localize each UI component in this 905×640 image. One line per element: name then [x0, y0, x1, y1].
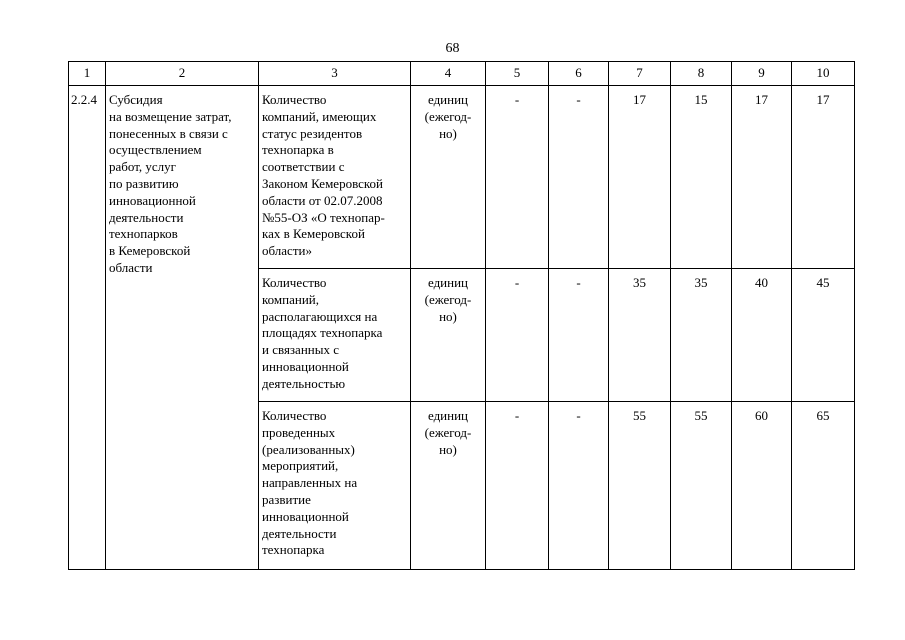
- text-line: технопарков: [109, 226, 178, 242]
- indicators-table: [68, 61, 855, 570]
- value-cell: 17: [792, 86, 855, 269]
- text-line: области: [109, 259, 153, 275]
- text-line: единиц: [427, 92, 469, 107]
- header-cell: 9: [732, 62, 792, 86]
- text-line: (ежегод-: [424, 108, 472, 124]
- text-line: по развитию: [109, 175, 179, 191]
- value-cell: 17: [732, 86, 792, 269]
- text-line: осуществлением: [109, 142, 202, 158]
- text-line: и связанных с: [262, 342, 339, 358]
- header-cell: 7: [609, 62, 671, 86]
- text-line: развитие: [262, 491, 311, 507]
- page-number: 68: [445, 41, 460, 56]
- text-line: Субсидия: [109, 92, 163, 107]
- text-line: инновационной: [109, 192, 196, 208]
- text-line: но): [439, 441, 457, 457]
- value-cell: 35: [671, 269, 732, 402]
- value-cell: 40: [732, 269, 792, 402]
- text-line: площадях технопарка: [262, 325, 383, 341]
- header-cell: 5: [486, 62, 549, 86]
- text-line: (ежегод-: [424, 291, 472, 307]
- text-line: ках в Кемеровской: [262, 226, 365, 242]
- text-line: инновационной: [262, 508, 349, 524]
- value-cell: -: [549, 86, 609, 269]
- text-line: деятельности: [262, 525, 337, 541]
- text-line: мероприятий,: [262, 458, 339, 474]
- value-cell: 17: [609, 86, 671, 269]
- text-line: Количество: [262, 92, 327, 107]
- value-cell: 55: [609, 402, 671, 570]
- text-line: деятельности: [109, 209, 184, 225]
- text-line: №55-ОЗ «О технопар-: [262, 209, 385, 225]
- text-line: в Кемеровской: [109, 243, 191, 259]
- item-code: 2.2.4: [69, 86, 106, 570]
- text-line: соответствии с: [262, 159, 345, 175]
- text-line: компаний,: [262, 291, 319, 307]
- text-line: деятельностью: [262, 375, 346, 391]
- value-cell: 60: [732, 402, 792, 570]
- value-cell: 55: [671, 402, 732, 570]
- measure-name: [106, 86, 259, 570]
- value-cell: -: [486, 402, 549, 570]
- value-cell: -: [549, 402, 609, 570]
- text-line: области»: [262, 243, 312, 259]
- text-line: инновационной: [262, 358, 349, 374]
- text-line: Законом Кемеровской: [262, 175, 384, 191]
- header-cell: 10: [792, 62, 855, 86]
- header-cell: 2: [106, 62, 259, 86]
- value-cell: 45: [792, 269, 855, 402]
- unit-cell: [411, 86, 486, 269]
- text-line: (реализованных): [262, 441, 355, 457]
- text-line: работ, услуг: [109, 159, 177, 175]
- text-line: но): [439, 125, 457, 141]
- text-line: понесенных в связи с: [109, 125, 228, 141]
- value-cell: -: [486, 269, 549, 402]
- value-cell: -: [549, 269, 609, 402]
- text-line: технопарка: [262, 542, 325, 558]
- header-cell: 8: [671, 62, 732, 86]
- indicator-cell: [259, 86, 411, 269]
- text-line: компаний, имеющих: [262, 108, 377, 124]
- text-line: проведенных: [262, 424, 336, 440]
- header-cell: 6: [549, 62, 609, 86]
- indicator-cell: [259, 269, 411, 402]
- value-cell: -: [486, 86, 549, 269]
- text-line: (ежегод-: [424, 424, 472, 440]
- text-line: Количество: [262, 275, 327, 290]
- value-cell: 15: [671, 86, 732, 269]
- text-line: области от 02.07.2008: [262, 192, 383, 208]
- text-line: Количество: [262, 408, 327, 423]
- unit-cell: [411, 269, 486, 402]
- text-line: но): [439, 308, 457, 324]
- value-cell: 65: [792, 402, 855, 570]
- value-cell: 35: [609, 269, 671, 402]
- text-line: направленных на: [262, 475, 358, 491]
- header-cell: 3: [259, 62, 411, 86]
- text-line: технопарка в: [262, 142, 334, 158]
- text-line: единиц: [427, 275, 469, 290]
- header-cell: 4: [411, 62, 486, 86]
- text-line: на возмещение затрат,: [109, 108, 232, 124]
- unit-cell: [411, 402, 486, 570]
- text-line: единиц: [427, 408, 469, 423]
- header-cell: 1: [69, 62, 106, 86]
- text-line: статус резидентов: [262, 125, 363, 141]
- table-row: [69, 86, 855, 269]
- header-row: [69, 62, 855, 86]
- text-line: располагающихся на: [262, 308, 378, 324]
- indicator-cell: [259, 402, 411, 570]
